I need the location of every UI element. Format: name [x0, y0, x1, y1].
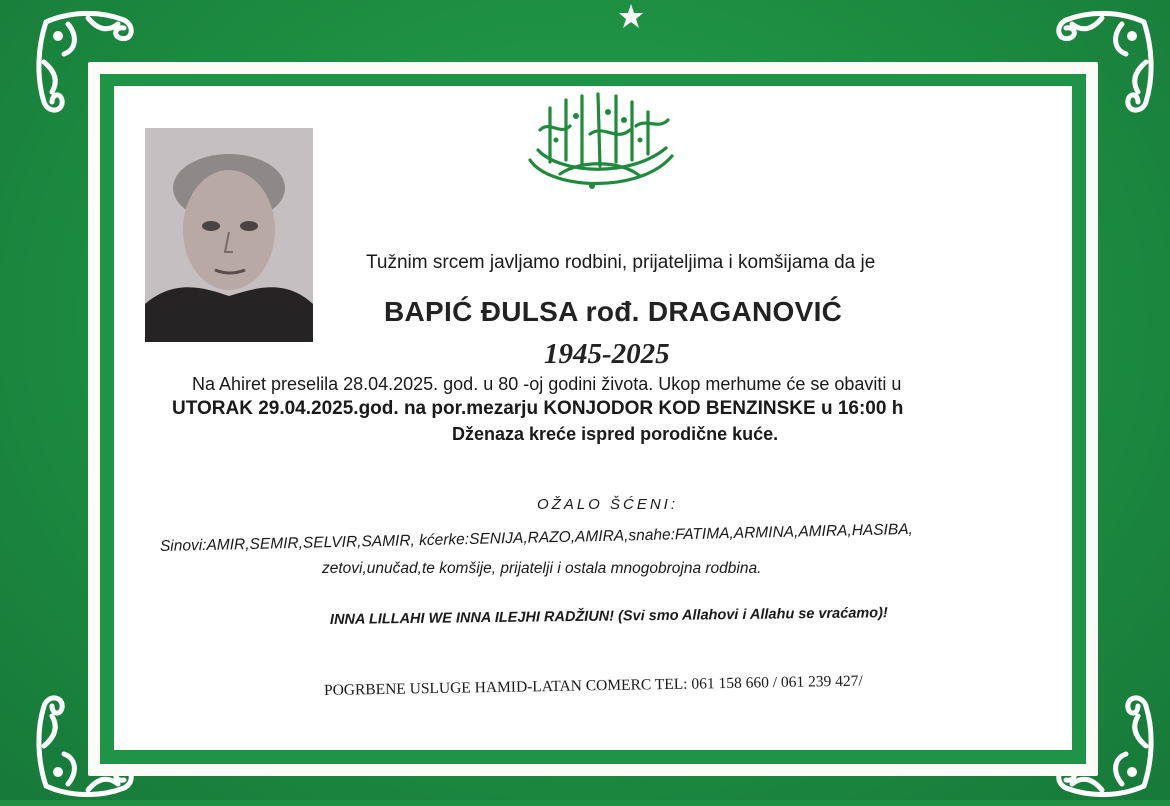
crescent-star-icon — [568, 0, 658, 56]
burial-info: UTORAK 29.04.2025.god. na por.mezarju KONJODOR KOD BENZINSKE u 16:00 h — [172, 398, 904, 419]
deceased-name: BAPIĆ ĐULSA rođ. DRAGANOVIĆ — [384, 296, 843, 327]
calligraphy-emblem — [520, 90, 682, 202]
life-years: 1945-2025 — [544, 338, 670, 370]
portrait-photo — [145, 128, 313, 342]
funeral-services-footer: POGRBENE USLUGE HAMID-LATAN COMERC TEL: 061 158 660 / 061 239 427/ — [323, 672, 863, 699]
procession-info: Dženaza kreće ispred porodične kuće. — [452, 424, 779, 444]
intro-text: Tužnim srcem javljamo rodbini, prijateljima i komšijama da je — [366, 252, 876, 273]
dua-text: INNA LILLAHI WE INNA ILEJHI RADŽIUN! (Svi smo Allahovi i Allahu se vraćamo)! — [329, 605, 888, 628]
family-list-line1: Sinovi:AMIR,SEMIR,SELVIR,SAMIR, kćerke:SENIJA,RAZO,AMIRA,snahe:FATIMA,ARMINA,AMIRA,HASIBA, — [159, 520, 914, 555]
death-info: Na Ahiret preselila 28.04.2025. god. u 80 -oj godini života. Ukop merhume će se obaviti u — [192, 374, 902, 394]
family-list-line2: zetovi,unučad,te komšije, prijatelji i ostala mnogobrojna rodbina. — [322, 560, 762, 577]
mourners-title: OŽALO ŠĆENI: — [537, 496, 679, 513]
